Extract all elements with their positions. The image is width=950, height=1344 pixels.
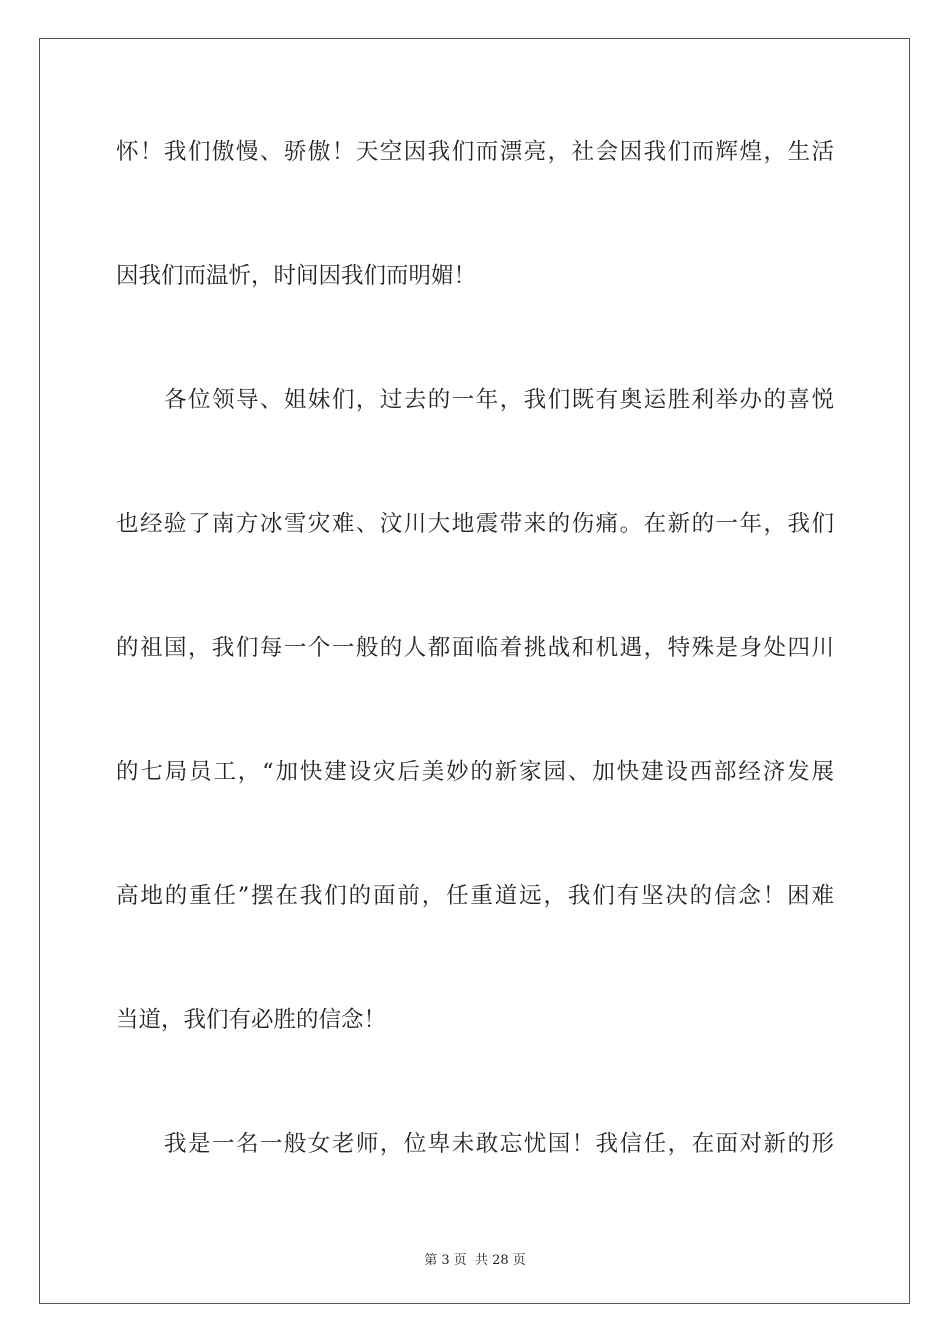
text-line: 我是一名一般女老师，位卑未敢忘忧国！我信任，在面对新的形 [164,1131,834,1157]
page-frame [39,38,910,1304]
text-line: 高地的重任”摆在我们的面前，任重道远，我们有坚决的信念！困难 [116,883,834,909]
text-line: 的七局员工，“加快建设灾后美妙的新家园、加快建设西部经济发展 [116,759,834,785]
text-line: 的祖国，我们每一个一般的人都面临着挑战和机遇，特殊是身处四川 [116,635,834,661]
page-total: 共 28 页 [474,1253,526,1268]
text-line: 也经验了南方冰雪灾难、汶川大地震带来的伤痛。在新的一年，我们 [116,511,834,537]
text-line: 各位领导、姐妹们，过去的一年，我们既有奥运胜利举办的喜悦 [164,387,834,413]
page-footer [0,1249,950,1268]
text-line: 因我们而温忻，时间因我们而明媚！ [116,263,477,289]
text-line: 怀！我们傲慢、骄傲！天空因我们而漂亮，社会因我们而辉煌，生活 [116,139,834,165]
page-number: 第 3 页 [424,1253,467,1268]
text-line: 当道，我们有必胜的信念！ [116,1007,387,1033]
